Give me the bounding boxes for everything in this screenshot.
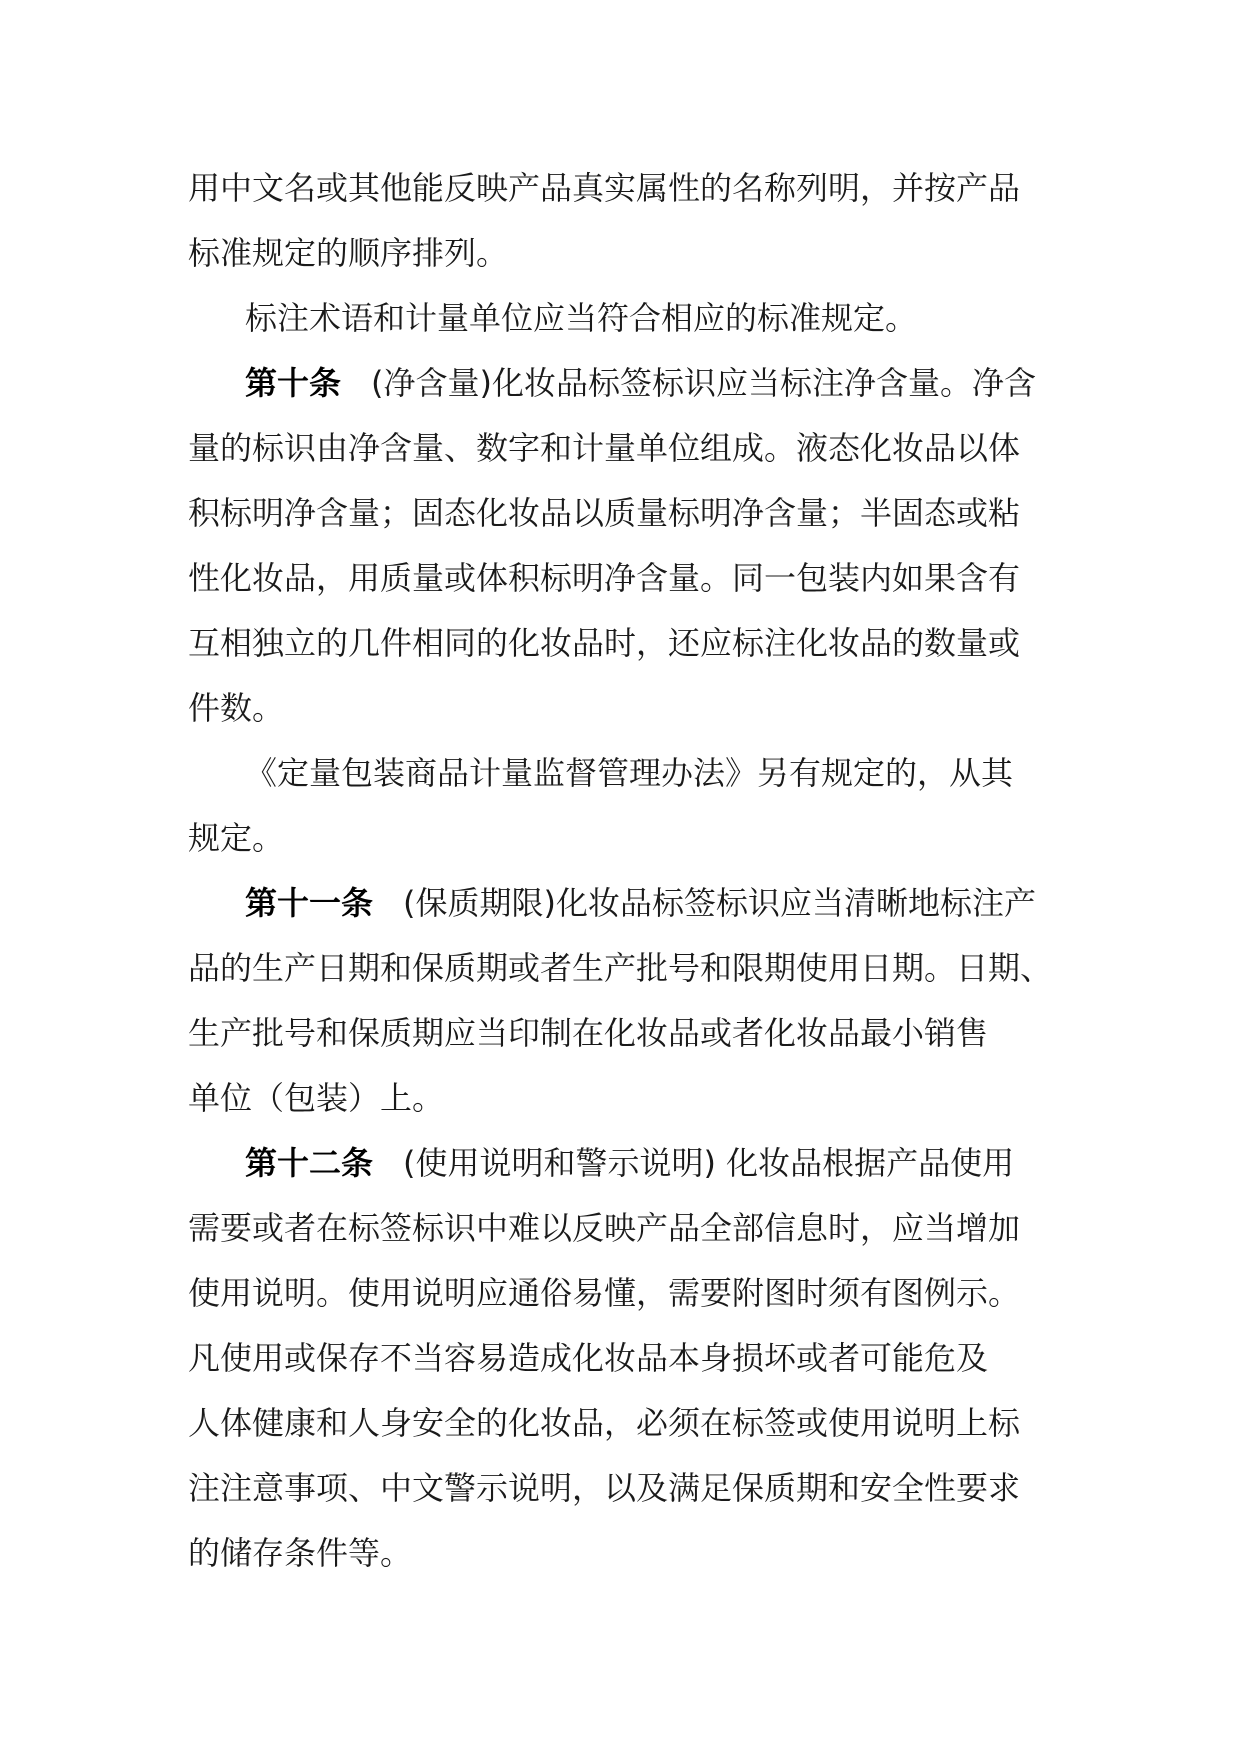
- text-line: 生产批号和保质期应当印制在化妆品或者化妆品最小销售: [188, 1014, 989, 1052]
- text-line: 使用说明。使用说明应通俗易懂，需要附图时须有图例示。: [188, 1274, 1021, 1312]
- text-line: 的储存条件等。: [188, 1534, 413, 1572]
- article-12-heading: 第十二条: [245, 1144, 374, 1182]
- text-line: 品的生产日期和保质期或者生产批号和限期使用日期。日期、: [188, 949, 1053, 987]
- text-line: (保质期限)化妆品标签标识应当清晰地标注产: [403, 884, 1036, 922]
- text-line: 件数。: [188, 689, 285, 727]
- text-line: (净含量)化妆品标签标识应当标注净含量。净含: [371, 364, 1036, 402]
- text-line: 规定。: [188, 819, 285, 857]
- article-10-paragraph: [188, 351, 1068, 416]
- text-line: 性化妆品，用质量或体积标明净含量。同一包装内如果含有: [188, 559, 1021, 597]
- text-line: 注注意事项、中文警示说明，以及满足保质期和安全性要求: [188, 1469, 1021, 1507]
- text-line: 用中文名或其他能反映产品真实属性的名称列明，并按产品: [188, 169, 1021, 207]
- text-line: 标准规定的顺序排列。: [188, 234, 509, 272]
- text-line: 互相独立的几件相同的化妆品时，还应标注化妆品的数量或: [188, 624, 1021, 662]
- article-10-heading: 第十条: [245, 364, 342, 402]
- text-line: 积标明净含量；固态化妆品以质量标明净含量；半固态或粘: [188, 494, 1021, 532]
- text-line: 需要或者在标签标识中难以反映产品全部信息时，应当增加: [188, 1209, 1021, 1247]
- article-11-heading: 第十一条: [245, 884, 374, 922]
- article-12-paragraph: [188, 1131, 1068, 1196]
- text-line: 《定量包装商品计量监督管理办法》另有规定的，从其: [245, 754, 1014, 792]
- text-line: 量的标识由净含量、数字和计量单位组成。液态化妆品以体: [188, 429, 1021, 467]
- article-11-paragraph: [188, 871, 1068, 936]
- text-line: (使用说明和警示说明) 化妆品根据产品使用: [403, 1144, 1015, 1182]
- text-line: 人体健康和人身安全的化妆品，必须在标签或使用说明上标: [188, 1404, 1021, 1442]
- text-line: 单位（包装）上。: [188, 1079, 445, 1117]
- text-line: 标注术语和计量单位应当符合相应的标准规定。: [245, 299, 918, 337]
- document-body: [188, 156, 1068, 1586]
- text-line: 凡使用或保存不当容易造成化妆品本身损坏或者可能危及: [188, 1339, 989, 1377]
